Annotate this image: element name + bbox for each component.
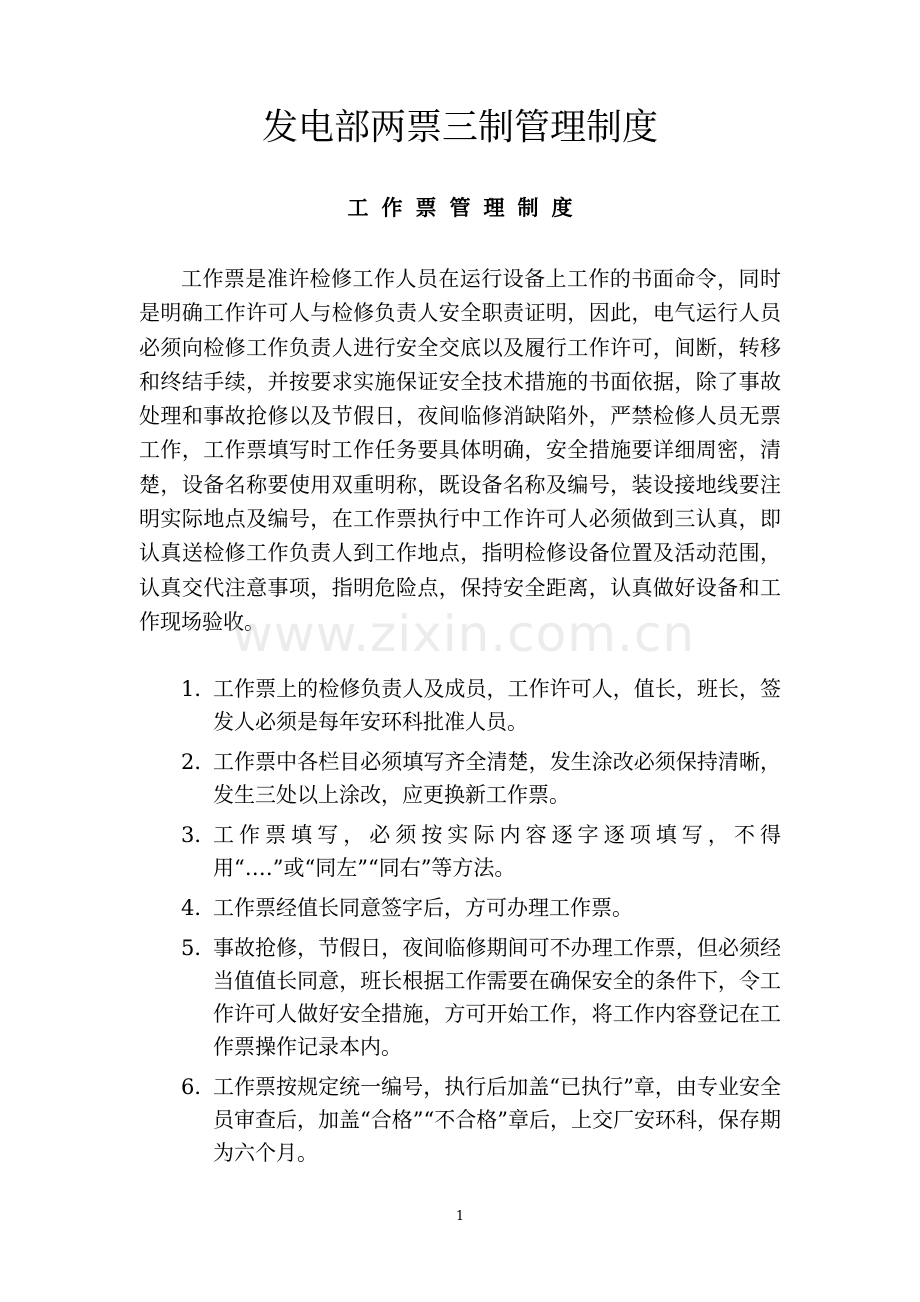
document-title: 发电部两票三制管理制度 <box>261 107 658 148</box>
list-item-number: 6． <box>181 1075 216 1099</box>
list-item <box>139 1071 781 1170</box>
list-item-text: 工作票经值长同意签字后，方可办理工作票。 <box>213 896 633 920</box>
list-item <box>139 892 781 925</box>
list-item <box>139 673 781 739</box>
list-item-number: 5． <box>181 936 216 960</box>
list-item-text: 工作票中各栏目必须填写齐全清楚，发生涂改必须保持清晰，发生三处以上涂改，应更换新工作票。 <box>213 750 781 807</box>
list-item-number: 3． <box>181 823 216 847</box>
intro-paragraph: 工作票是准许检修工作人员在运行设备上工作的书面命令，同时是明确工作许可人与检修负责人安全职责证明，因此，电气运行人员必须向检修工作负责人进行安全交底以及履行工作许可，间断，转移和终结手续，并按要求实施保证安全技术措施的书面依据，除了事故处理和事故抢修以及节假日，夜间临修消缺陷外，严禁检修人员无票工作，工作票填写时工作任务要具体明确，安全措施要详细周密，清楚，设备名称要使用双重明称，既设备名称及编号，装设接地线要注明实际地点及编号，在工作票执行中工作许可人必须做到三认真，即认真送检修工作负责人到工作地点，指明检修设备位置及活动范围，认真交代注意事项，指明危险点，保持安全距离，认真做好设备和工作现场验收。 <box>139 267 781 634</box>
list-item-text: 事故抢修，节假日，夜间临修期间可不办理工作票，但必须经当值值长同意，班长根据工作需要在确保安全的条件下，令工作许可人做好安全措施，方可开始工作，将工作内容登记在工作票操作记录本内。 <box>213 936 781 1059</box>
page-number: 1 <box>455 1209 465 1224</box>
list-item-text: 工作票上的检修负责人及成员，工作许可人，值长，班长，签发人必须是每年安环科批准人员。 <box>213 677 781 734</box>
watermark-text: www.zixin.com.cn <box>232 605 696 663</box>
list-item-number: 4． <box>181 896 216 920</box>
list-item <box>139 746 781 812</box>
list-item-text: 工作票填写，必须按实际内容逐字逐项填写，不得用“‥‥”或“同左”“同右”等方法。 <box>213 823 781 880</box>
list-item-text: 工作票按规定统一编号，执行后加盖“已执行”章，由专业安全员审查后，加盖“合格”“不合格”章后，上交厂安环科，保存期为六个月。 <box>213 1075 781 1165</box>
list-item <box>139 819 781 885</box>
section-title: 工作票管理制度 <box>347 195 586 220</box>
list-item-number: 1． <box>181 677 216 701</box>
list-item <box>139 932 781 1064</box>
list-item-number: 2． <box>181 750 216 774</box>
rules-list <box>139 673 781 1177</box>
